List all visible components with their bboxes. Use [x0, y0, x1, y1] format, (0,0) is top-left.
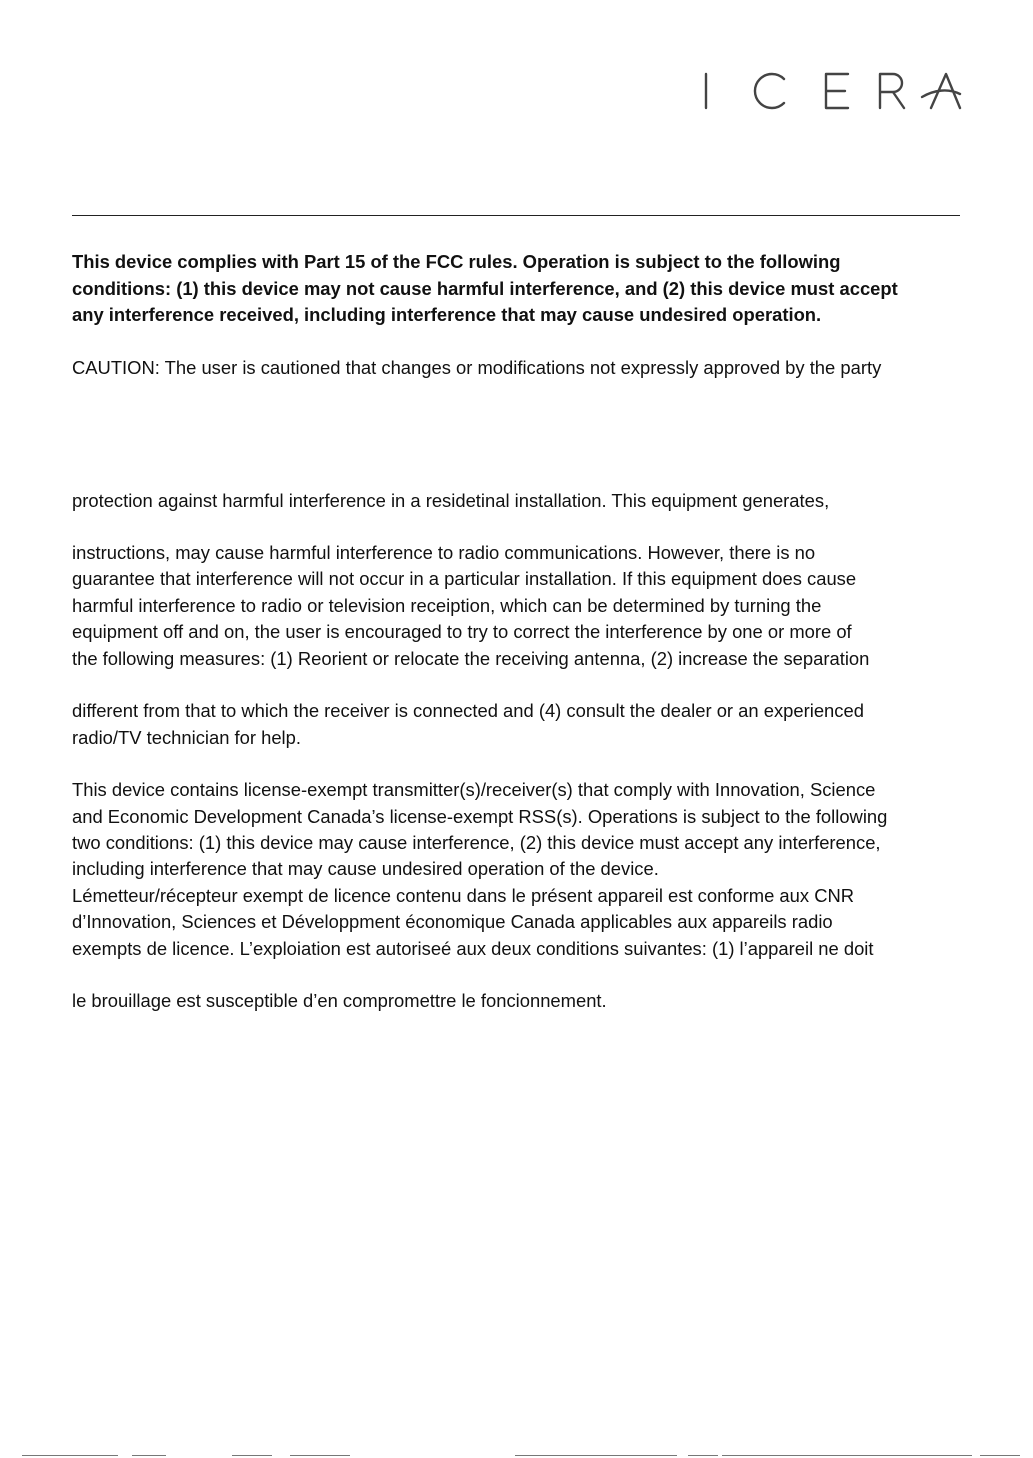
french-line-4: le brouillage est susceptible d’en compromettre le foncionnement. [72, 990, 607, 1011]
interference-line-7: different from that to which the receiver is connected and (4) consult the dealer or an experienced [72, 700, 864, 721]
interference-line-6: the following measures: (1) Reorient or relocate the receiving antenna, (2) increase the separation [72, 648, 870, 669]
header-divider [72, 215, 960, 216]
interference-line-1: protection against harmful interference in a residetinal installation. This equipment generates, [72, 490, 830, 511]
ised-line-1: This device contains license-exempt transmitter(s)/receiver(s) that comply with Innovation, Science [72, 779, 876, 800]
ised-line-3: two conditions: (1) this device may cause interference, (2) this device must accept any interference, [72, 832, 881, 853]
french-line-1: Lémetteur/récepteur exempt de licence contenu dans le présent appareil est conforme aux CNR [72, 885, 855, 906]
interference-line-4: harmful interference to radio or television receiption, which can be determined by turning the [72, 595, 822, 616]
fcc-statement-line-2: conditions: (1) this device may not cause harmful interference, and (2) this device must accept [72, 278, 898, 299]
interference-line-5: equipment off and on, the user is encouraged to try to correct the interference by one or more of [72, 621, 852, 642]
french-line-2: d’Innovation, Sciences et Développment économique Canada applicables aux appareils radio [72, 911, 833, 932]
ised-line-2: and Economic Development Canada’s license-exempt RSS(s). Operations is subject to the following [72, 806, 888, 827]
fcc-statement-line-3: any interference received, including interference that may cause undesired operation. [72, 304, 822, 325]
interference-line-3: guarantee that interference will not occur in a particular installation. If this equipment does cause [72, 568, 857, 589]
interference-line-2: instructions, may cause harmful interference to radio communications. However, there is no [72, 542, 816, 563]
interference-line-8: radio/TV technician for help. [72, 727, 301, 748]
ised-line-4: including interference that may cause undesired operation of the device. [72, 858, 659, 879]
scan-artifact-strip [0, 1452, 1033, 1458]
icera-logo [698, 70, 966, 114]
fcc-statement-line-1: This device complies with Part 15 of the FCC rules. Operation is subject to the following [72, 251, 841, 272]
caution-line-1: CAUTION: The user is cautioned that changes or modifications not expressly approved by the party [72, 357, 882, 378]
french-line-3: exempts de licence. L’exploiation est autoriseé aux deux conditions suivantes: (1) l’appareil ne doit [72, 938, 874, 959]
